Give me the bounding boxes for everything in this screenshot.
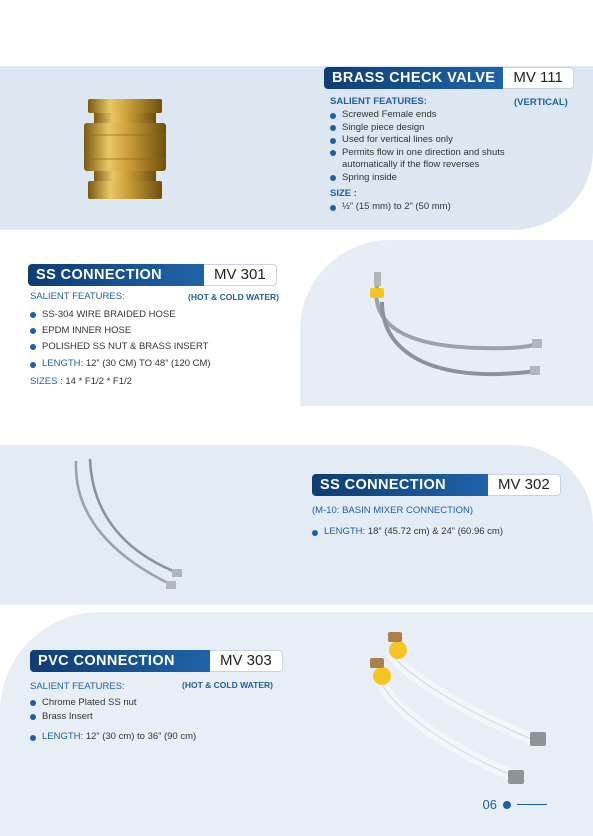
bullet-icon	[330, 125, 336, 131]
feature-list	[330, 109, 540, 184]
product-note: (HOT & COLD WATER)	[188, 292, 279, 302]
ss-connection-hose-image	[360, 266, 550, 386]
product-name: SS CONNECTION	[28, 264, 204, 286]
bullet-icon	[30, 344, 36, 350]
length-line	[30, 358, 290, 371]
list-item: Chrome Plated SS nut	[30, 696, 250, 710]
bullet-icon	[30, 312, 36, 318]
bullet-icon	[30, 700, 36, 706]
list-item: ½” (15 mm) to 2” (50 mm)	[330, 201, 540, 214]
list-item: Permits flow in one direction and shuts automatically if the flow reverses	[330, 147, 540, 172]
pvc-connection-hose-image	[366, 628, 566, 788]
length-line	[30, 731, 270, 744]
list-item: EPDM INNER HOSE	[30, 323, 290, 339]
feature-list	[30, 696, 250, 724]
ss-connection-basin-hose-image	[60, 455, 190, 595]
product-note: (HOT & COLD WATER)	[182, 680, 273, 690]
product-subtitle: (M-10: BASIN MIXER CONNECTION)	[312, 505, 473, 516]
bullet-icon	[312, 530, 318, 536]
features-label: SALIENT FEATURES:	[30, 291, 125, 302]
bullet-icon	[330, 138, 336, 144]
page-marker-line	[517, 804, 547, 805]
list-item: SS-304 WIRE BRAIDED HOSE	[30, 307, 290, 323]
page-number: 06	[483, 797, 547, 812]
list-item: LENGTH: 18” (45.72 cm) & 24” (60.96 cm)	[312, 526, 572, 539]
product-name: PVC CONNECTION	[30, 650, 210, 672]
product-code: MV 111	[503, 67, 573, 89]
product-code: MV 301	[204, 264, 277, 286]
list-item: Single piece design	[330, 122, 540, 135]
product-name: BRASS CHECK VALVE	[324, 67, 503, 89]
bullet-icon	[30, 362, 36, 368]
list-item: Screwed Female ends	[330, 109, 540, 122]
list-item: LENGTH: 12” (30 cm) to 36” (90 cm)	[30, 731, 270, 744]
length-line	[312, 526, 572, 539]
product-title-mv111	[324, 67, 574, 89]
product-title-mv301	[28, 264, 277, 286]
product-code: MV 302	[488, 474, 561, 496]
bullet-icon	[30, 735, 36, 741]
bullet-icon	[330, 150, 336, 156]
product-title-mv303	[30, 650, 283, 672]
product-name: SS CONNECTION	[312, 474, 488, 496]
features-label: SALIENT FEATURES:	[30, 681, 125, 692]
feature-list	[30, 307, 290, 355]
sizes-line: SIZES : 14 * F1/2 * F1/2	[30, 376, 132, 387]
bullet-icon	[330, 113, 336, 119]
page-marker-icon	[503, 801, 511, 809]
list-item: Brass Insert	[30, 710, 250, 724]
bullet-icon	[330, 205, 336, 211]
bullet-icon	[30, 714, 36, 720]
product-note: (VERTICAL)	[514, 97, 568, 108]
size-list	[330, 201, 540, 214]
size-label: SIZE :	[330, 188, 357, 199]
product-title-mv302	[312, 474, 561, 496]
bullet-icon	[330, 175, 336, 181]
bullet-icon	[30, 328, 36, 334]
list-item: LENGTH: 12” (30 CM) TO 48” (120 CM)	[30, 358, 290, 371]
list-item: Spring inside	[330, 172, 540, 185]
list-item: Used for vertical lines only	[330, 134, 540, 147]
list-item: POLISHED SS NUT & BRASS INSERT	[30, 339, 290, 355]
brass-check-valve-image	[80, 95, 170, 205]
product-code: MV 303	[210, 650, 283, 672]
features-label: SALIENT FEATURES:	[330, 96, 427, 107]
